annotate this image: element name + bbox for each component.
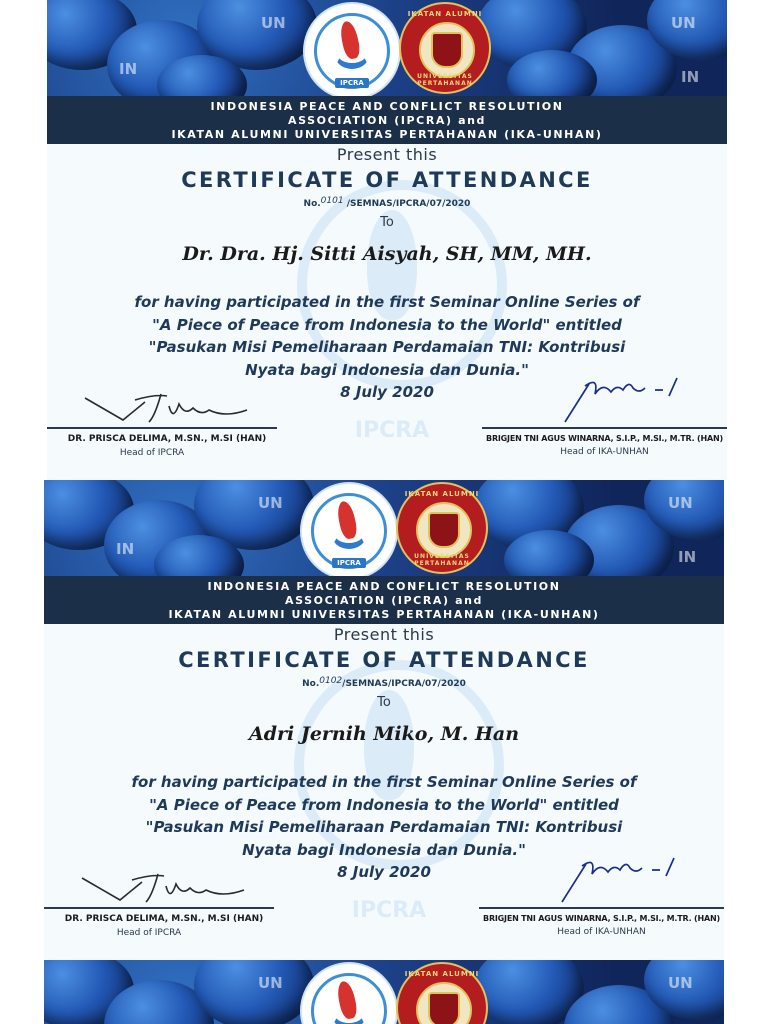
signer-name-right: BRIGJEN TNI AGUS WINARNA, S.I.P., M.SI., M.TR. (HAN) bbox=[483, 914, 720, 923]
number-suffix: /SEMNAS/IPCRA/07/2020 bbox=[342, 679, 466, 689]
helmet-text: UN bbox=[671, 14, 696, 32]
certificate-date: 8 July 2020 bbox=[340, 383, 434, 401]
present-text: Present this bbox=[333, 625, 435, 644]
org-line: IKATAN ALUMNI UNIVERSITAS PERTAHANAN (IKA-UNHAN) bbox=[168, 608, 600, 621]
signer-role-right: Head of IKA-UNHAN bbox=[560, 447, 649, 457]
certificate-1 bbox=[47, 0, 727, 480]
signature-line-left bbox=[44, 907, 274, 909]
body-line: Nyata bagi Indonesia dan Dunia." bbox=[245, 360, 529, 379]
org-line: ASSOCIATION (IPCRA) and bbox=[284, 594, 484, 607]
helmet-text: UN bbox=[668, 494, 693, 512]
org-line: ASSOCIATION (IPCRA) and bbox=[287, 114, 487, 127]
number-prefix: No. bbox=[302, 679, 320, 689]
number-suffix: /SEMNAS/IPCRA/07/2020 bbox=[343, 199, 471, 209]
shield-icon bbox=[431, 32, 463, 68]
org-line: IKATAN ALUMNI UNIVERSITAS PERTAHANAN (IKA-UNHAN) bbox=[171, 128, 603, 141]
helmet-text: IN bbox=[678, 548, 697, 566]
body-line: "A Piece of Peace from Indonesia to the World" entitled bbox=[152, 315, 622, 334]
watermark-text: IPCRA bbox=[354, 418, 430, 443]
number-prefix: No. bbox=[303, 199, 321, 209]
ika-logo-top-text: IKATAN ALUMNI bbox=[407, 10, 483, 18]
ipcra-logo-label: IPCRA bbox=[332, 558, 366, 568]
body-line: "Pasukan Misi Pemeliharaan Perdamaian TNI: Kontribusi bbox=[148, 338, 626, 356]
number-value: 0101 bbox=[320, 196, 344, 206]
ika-unhan-logo bbox=[396, 482, 488, 574]
helmet-text: UN bbox=[258, 494, 283, 512]
signer-name-left: DR. PRISCA DELIMA, M.SN., M.SI (HAN) bbox=[64, 914, 264, 924]
body-line: for having participated in the first Seminar Online Series of bbox=[134, 293, 640, 311]
to-label: To bbox=[380, 215, 394, 230]
recipient-name: Adri Jernih Miko, M. Han bbox=[248, 723, 520, 745]
signer-role-right: Head of IKA-UNHAN bbox=[557, 927, 646, 937]
signer-role-left: Head of IPCRA bbox=[119, 448, 185, 458]
ika-unhan-logo bbox=[396, 962, 488, 1024]
certificate-2 bbox=[44, 480, 724, 960]
organization-header bbox=[44, 576, 724, 624]
ipcra-logo bbox=[305, 4, 399, 98]
certificate-title: CERTIFICATE OF ATTENDANCE bbox=[181, 168, 593, 192]
body-line: "A Piece of Peace from Indonesia to the World" entitled bbox=[149, 795, 619, 814]
signer-name-right: BRIGJEN TNI AGUS WINARNA, S.I.P., M.SI., M.TR. (HAN) bbox=[486, 434, 723, 443]
helmet-text: IN bbox=[681, 68, 700, 86]
certificate-title: CERTIFICATE OF ATTENDANCE bbox=[178, 648, 590, 672]
org-line: INDONESIA PEACE AND CONFLICT RESOLUTION bbox=[210, 100, 564, 113]
body-line: Nyata bagi Indonesia dan Dunia." bbox=[242, 840, 526, 859]
org-line: INDONESIA PEACE AND CONFLICT RESOLUTION bbox=[207, 580, 561, 593]
signature-line-right bbox=[482, 427, 727, 429]
helmet-text: UN bbox=[668, 974, 693, 992]
ika-logo-top-text: IKATAN ALUMNI bbox=[404, 970, 480, 978]
shield-icon bbox=[428, 512, 460, 548]
helmet-text: UN bbox=[258, 974, 283, 992]
body-line: "Pasukan Misi Pemeliharaan Perdamaian TNI: Kontribusi bbox=[145, 818, 623, 836]
ipcra-logo-label: IPCRA bbox=[335, 78, 369, 88]
recipient-name: Dr. Dra. Hj. Sitti Aisyah, SH, MM, MH. bbox=[182, 243, 592, 265]
signature-right bbox=[559, 374, 689, 426]
certificate-3-partial bbox=[44, 960, 724, 1024]
certificate-number bbox=[44, 676, 724, 689]
signature-line-right bbox=[479, 907, 724, 909]
watermark-text: IPCRA bbox=[351, 898, 427, 923]
helmet-text: IN bbox=[116, 540, 135, 558]
number-value: 0102 bbox=[319, 676, 343, 686]
to-label: To bbox=[377, 695, 391, 710]
signature-line-left bbox=[47, 427, 277, 429]
shield-icon bbox=[428, 992, 460, 1024]
ika-logo-top-text: IKATAN ALUMNI bbox=[404, 490, 480, 498]
signature-right bbox=[556, 854, 686, 906]
helmet-text: UN bbox=[261, 14, 286, 32]
body-line: for having participated in the first Seminar Online Series of bbox=[131, 773, 637, 791]
ika-logo-bottom-text: UNIVERSITAS PERTAHANAN bbox=[414, 553, 470, 567]
signer-name-left: DR. PRISCA DELIMA, M.SN., M.SI (HAN) bbox=[67, 434, 267, 444]
ika-logo-bottom-text: UNIVERSITAS PERTAHANAN bbox=[417, 73, 473, 87]
signature-left bbox=[75, 386, 275, 426]
certificate-number bbox=[47, 196, 727, 209]
signer-role-left: Head of IPCRA bbox=[116, 928, 182, 938]
organization-header bbox=[47, 96, 727, 144]
ipcra-logo bbox=[302, 484, 396, 578]
signature-left bbox=[72, 866, 272, 906]
present-text: Present this bbox=[336, 145, 438, 164]
helmet-text: IN bbox=[119, 60, 138, 78]
ika-unhan-logo bbox=[399, 2, 491, 94]
certificate-date: 8 July 2020 bbox=[337, 863, 431, 881]
